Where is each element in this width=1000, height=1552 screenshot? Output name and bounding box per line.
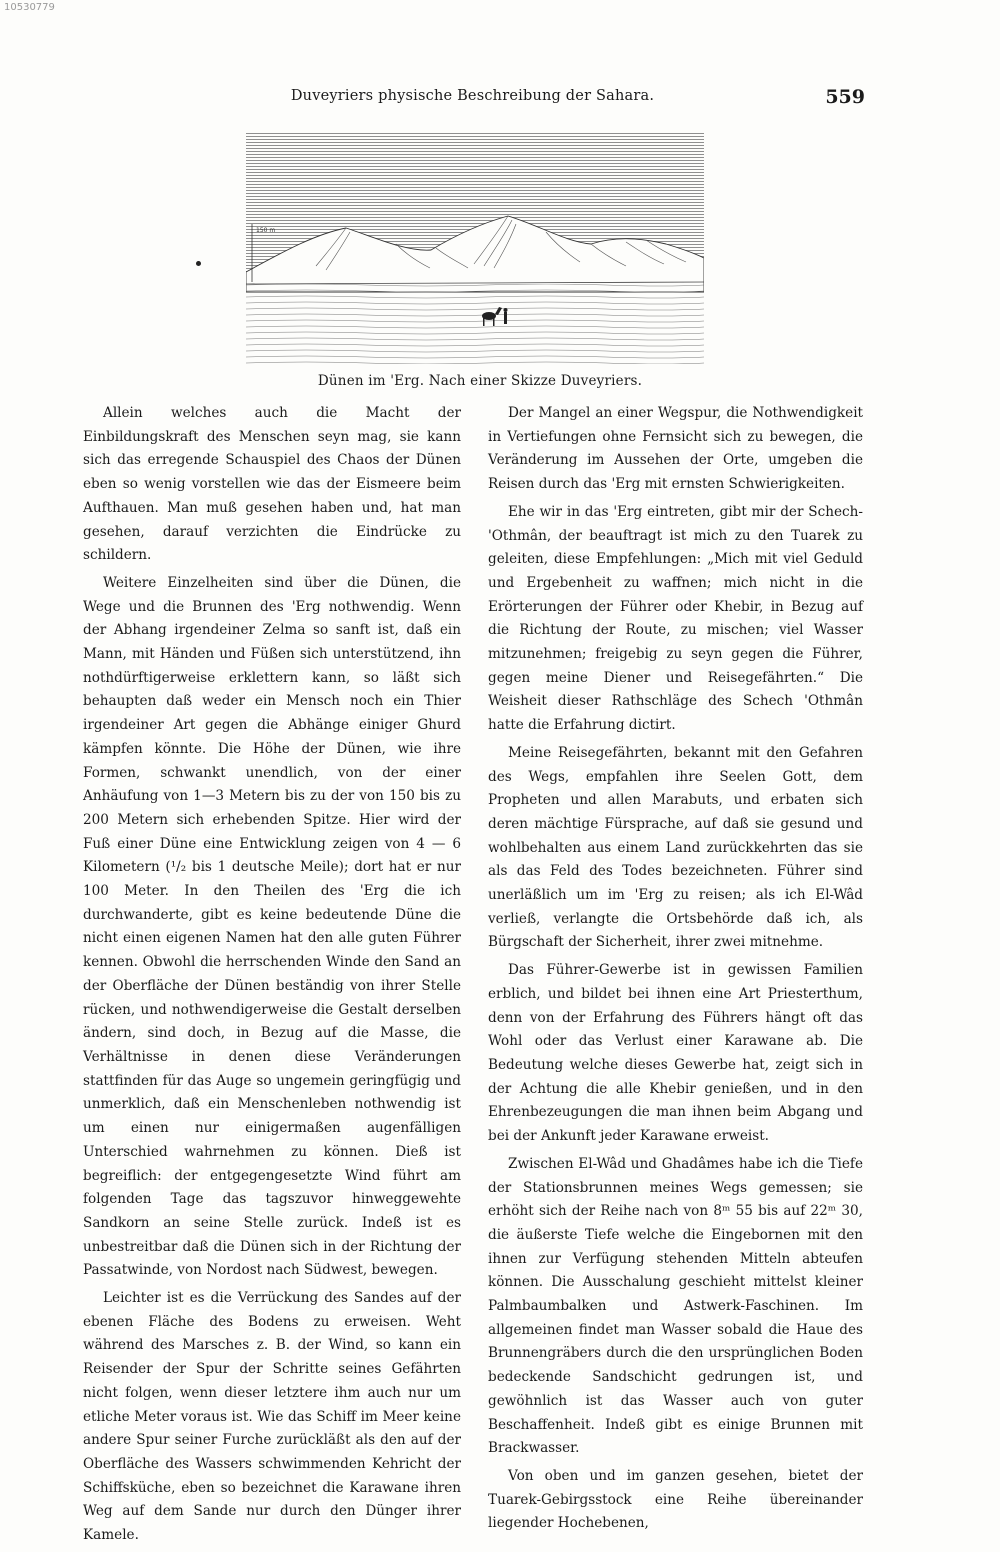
paragraph: Ehe wir in das 'Erg eintreten, gibt mir der Schech-'Othmân, der beauftragt ist mich zu den Tuarek zu geleiten, diese Empfehlungen: „Mich mit viel Geduld und Ergebenheit zu waffnen; mich nicht in die Erörterungen der Führer oder Khebir, in Bezug auf die Richtung der Route, zu mischen; viel Wasser mitzunehmen; freigebig zu seyn gegen die Führer, gegen meine Diener und Reisegefährten.“ Die Weisheit dieser Rathschläge des Schech 'Othmân hatte die Erfahrung dictirt. — [488, 503, 863, 734]
dune-illustration — [246, 132, 704, 364]
page-number: 559 — [825, 86, 865, 108]
plain-hatching — [246, 284, 704, 364]
paragraph: Der Mangel an einer Wegspur, die Nothwendigkeit in Vertiefungen ohne Fernsicht sich zu bewegen, die Veränderung im Aussehen der Orte, umgeben die Reisen durch das 'Erg mit ernsten Schwierigkeiten. — [488, 405, 863, 493]
paragraph: Zwischen El-Wâd und Ghadâmes habe ich die Tiefe der Stationsbrunnen meines Wegs gemessen; sie erhöht sich der Reihe nach von 8ᵐ 55 bis auf 22ᵐ 30, die äußerste Tiefe welche die Eingebornen mit den ihnen zur Verfügung stehenden Mitteln abteufen können. Die Ausschalung geschieht mittelst kleiner Palmbaumbalken und Astwerk-Faschinen. Im allgemeinen findet man Wasser sobald die Haue des Brunnengräbers durch die den ursprünglichen Boden bedeckende Sandschicht gedrungen ist, und gewöhnlich ist das Wasser auch von guter Beschaffenheit. Indeß gibt es einige Brunnen mit Brackwasser. — [488, 1155, 863, 1457]
running-head — [80, 86, 865, 110]
running-title: Duveyriers physische Beschreibung der Sahara. — [290, 88, 655, 104]
ink-spot — [196, 261, 201, 266]
paragraph: Von oben und im ganzen gesehen, bietet der Tuarek-Gebirgsstock eine Reihe übereinander liegender Hochebenen, — [488, 1467, 863, 1532]
paragraph: Allein welches auch die Macht der Einbildungskraft des Menschen seyn mag, sie kann sich das erregende Schauspiel des Chaos der Dünen eben so wenig vorstellen wie das der Eismeere beim Aufthauen. Man muß gesehen haben und, hat man gesehen, darauf verzichten die Eindrücke zu schildern. — [83, 405, 461, 564]
paragraph: Weitere Einzelheiten sind über die Dünen, die Wege und die Brunnen des 'Erg nothwendig. Wenn der Abhang irgendeiner Zelma so sanft ist, daß ein Mann, mit Händen und Füßen sich unterstützend, ihn nothdürftigerweise erklettern kann, so läßt sich behaupten daß weder ein Mensch noch ein Thier irgendeiner Art gegen die Abhänge einiger Ghurd kämpfen könnte. Die Höhe der Dünen, wie ihre Formen, schwankt unendlich, von der einer Anhäufung von 1—3 Metern bis zu der von 150 bis zu 200 Metern sich erhebenden Spitze. Hier wird der Fuß einer Düne eine Entwicklung zeigen von 4 — 6 Kilometern (¹/₂ bis 1 deutsche Meile); dort hat er nur 100 Meter. In den Theilen des 'Erg die ich durchwanderte, gibt es keine bedeutende Düne die nicht einen eigenen Namen hat den alle guten Führer kennen. Obwohl die herrschenden Winde den Sand an der Oberfläche der Dünen beständig von ihrer Stelle rücken, und nothwendigerweise die Gestalt derselben ändern, sind doch, in Bezug auf die Masse, die Verhältnisse in denen diese Veränderungen stattfinden für das Auge so ungemein geringfügig und unmerklich, daß ein Menschenleben nothwendig ist um einen nur einigermaßen augenfälligen Unterschied wahrnehmen zu können. Dieß ist begreiflich: der entgegengesetzte Wind führt am folgenden Tage das tagszuvor hinweggewehte Sandkorn an seine Stelle zurück. Indeß ist es unbestreitbar daß die Dünen sich in der Richtung der Passatwinde, von Nordost nach Südwest, bewegen. — [83, 574, 461, 1279]
left-column — [83, 402, 461, 1552]
paragraph: Leichter ist es die Verrückung des Sandes auf der ebenen Fläche des Bodens zu erweisen. Weht während des Marsches z. B. der Wind, so kann ein Reisender der Spur der Schritte seines Gefährten nicht folgen, wenn dieser letztere ihm auch nur um etliche Meter voraus ist. Wie das Schiff im Meer keine andere Spur seiner Furche zurückläßt als den auf der Oberfläche des Wassers schwimmenden Kehricht der Schiffsküche, eben so bezeichnet die Karawane ihren Weg auf dem Sande nur durch den Dünger ihrer Kamele. — [83, 1290, 461, 1544]
figure-caption: Dünen im 'Erg. Nach einer Skizze Duveyriers. — [317, 373, 643, 389]
paragraph: Das Führer-Gewerbe ist in gewissen Familien erblich, und bildet bei ihnen eine Art Priesterthum, denn von der Erfahrung des Führers hängt oft das Wohl oder das Verlust einer Karawane ab. Die Bedeutung welche dieses Gewerbe hat, zeigt sich in der Achtung die alle Khebir genießen, und in den Ehrenbezeugungen die man ihnen beim Abgang und bei der Ankunft jeder Karawane erweist. — [488, 962, 863, 1145]
paragraph: Meine Reisegefährten, bekannt mit den Gefahren des Wegs, empfahlen ihre Seelen Gott, dem Propheten und allen Marabuts, und erbaten sich deren mächtige Fürsprache, auf daß sie gesund und wohlbehalten aus einem Land zurückkehrten das sie als das Feld des Todes bezeichneten. Führer sind unerläßlich um im 'Erg zu reisen; als ich El-Wâd verließ, verlangte die Ortsbehörde daß ich, als Bürgschaft der Sicherheit, ihrer zwei mitnehme. — [488, 744, 863, 951]
dune-engraving — [246, 132, 704, 364]
scale-mark-label: 150 m — [256, 227, 276, 234]
right-column — [488, 402, 863, 1540]
page-id-label: 10530779 — [4, 2, 55, 13]
